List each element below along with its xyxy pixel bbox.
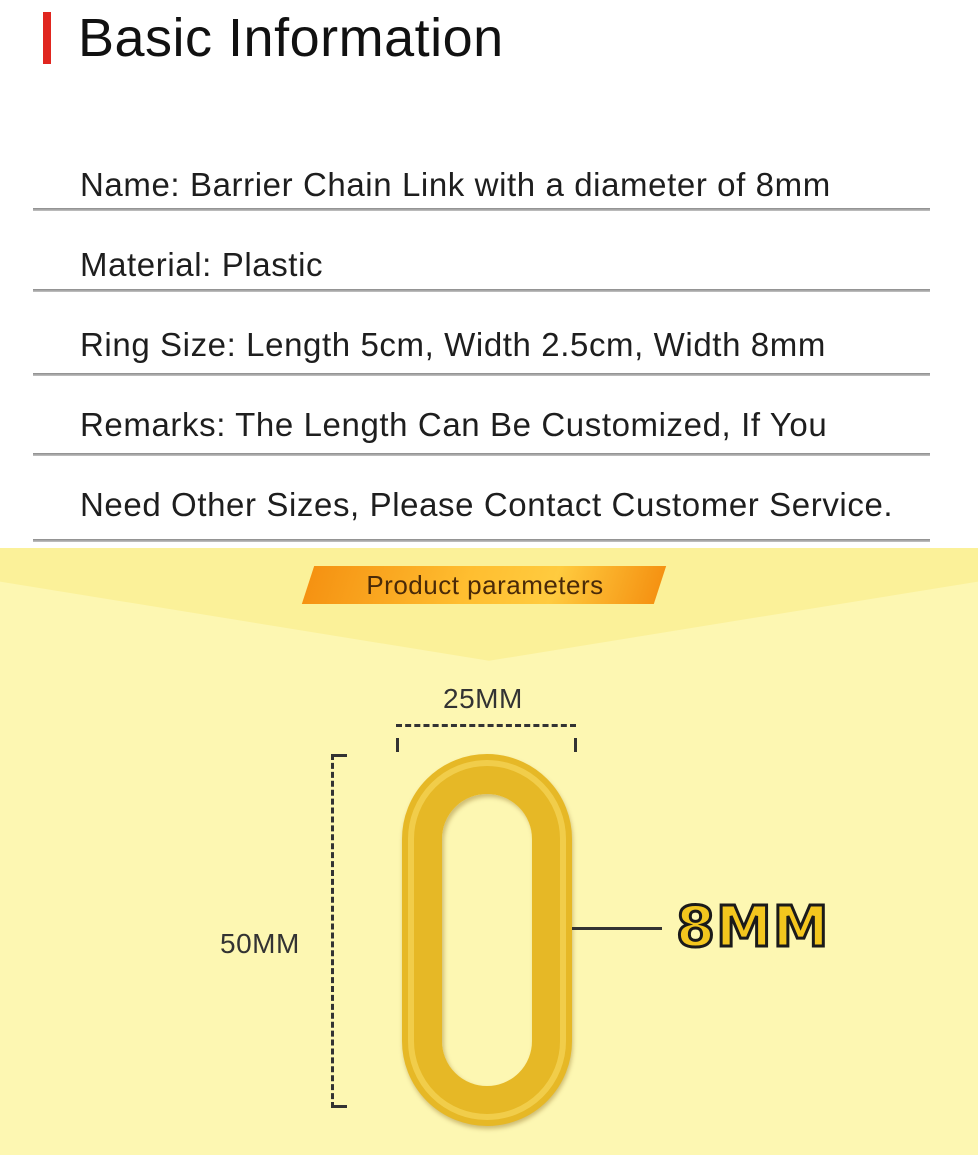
section-title: Basic Information: [78, 8, 504, 68]
banner-label: Product parameters: [366, 570, 604, 600]
info-line-remarks: Remarks: The Length Can Be Customized, If You: [80, 406, 828, 443]
title-accent-bar: [43, 12, 51, 64]
basic-information-section: [0, 0, 978, 548]
length-tick-top: [331, 754, 347, 757]
divider: [33, 208, 930, 211]
divider: [33, 539, 930, 542]
chain-link-image: [402, 754, 572, 1126]
length-tick-bottom: [331, 1105, 347, 1108]
width-tick-left: [396, 738, 399, 752]
divider: [33, 373, 930, 376]
length-dimension-label: 50MM: [220, 928, 300, 959]
width-tick-right: [574, 738, 577, 752]
divider: [33, 453, 930, 456]
info-line-remarks-continued: Need Other Sizes, Please Contact Customer Service.: [80, 486, 894, 523]
info-line-name: Name: Barrier Chain Link with a diameter of 8mm: [80, 166, 831, 203]
info-line-material: Material: Plastic: [80, 246, 324, 283]
thickness-leader-line: [572, 927, 662, 930]
width-dimension-line: [396, 724, 576, 727]
length-dimension-line: [331, 754, 334, 1108]
thickness-label: 8MM: [676, 895, 830, 960]
info-line-ring-size: Ring Size: Length 5cm, Width 2.5cm, Width 8mm: [80, 326, 826, 363]
divider: [33, 289, 930, 292]
width-dimension-label: 25MM: [443, 683, 523, 714]
